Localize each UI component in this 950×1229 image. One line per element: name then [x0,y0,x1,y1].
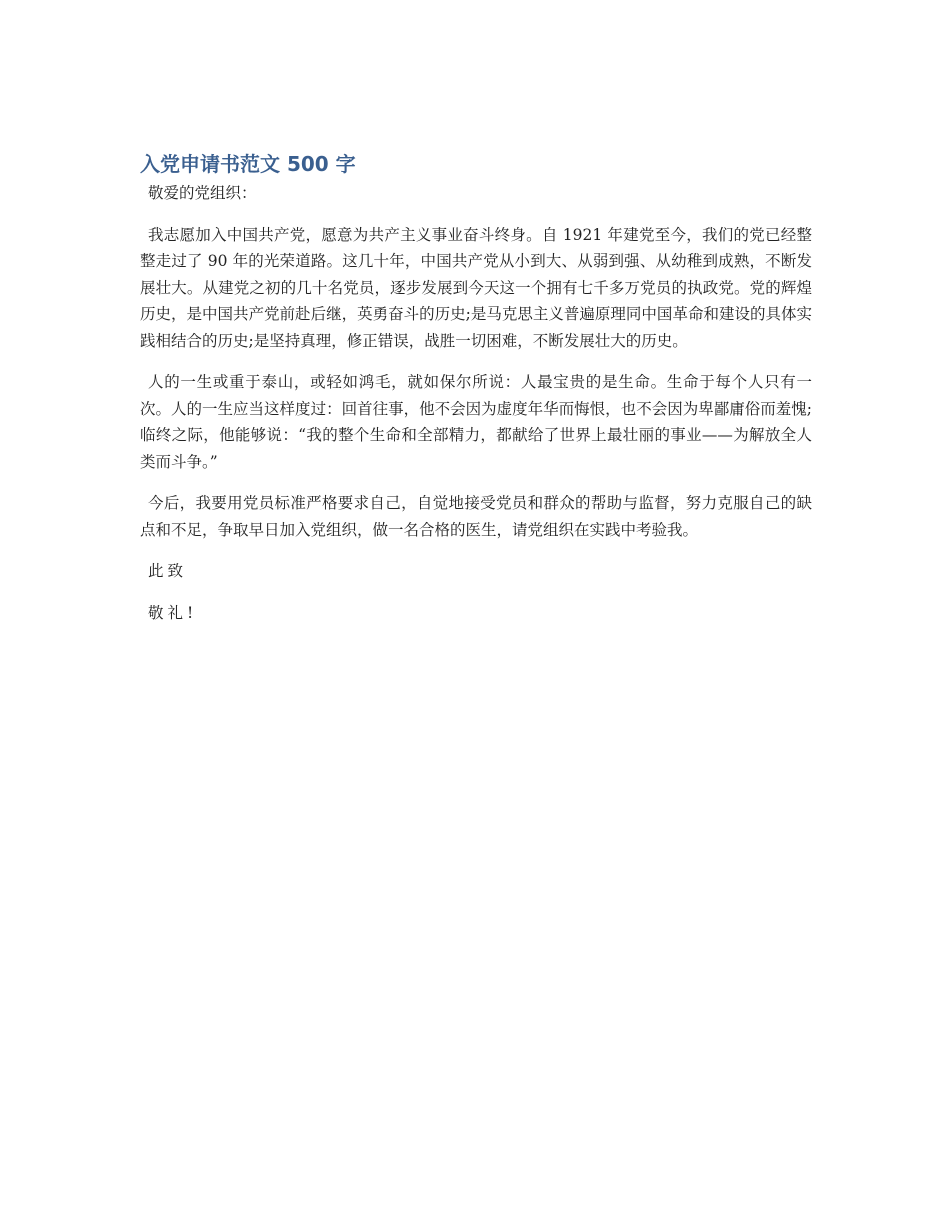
paragraph-3: 今后，我要用党员标准严格要求自己，自觉地接受党员和群众的帮助与监督，努力克服自己的缺点和不足，争取早日加入党组织，做一名合格的医生，请党组织在实践中考验我。 [140,494,812,539]
document-page [140,148,812,641]
closing-line-2: 敬礼! [148,603,198,622]
document-title: 入党申请书范文 500 字 [140,152,356,176]
closing-line-1: 此致 [148,562,188,580]
paragraph-1: 我志愿加入中国共产党，愿意为共产主义事业奋斗终身。自 1921 年建党至今，我们的党已经整整走过了 90 年的光荣道路。这几十年，中国共产党从小到大、从弱到强、从幼稚到成熟，不断发展壮大。从建党之初的几十名党员，逐步发展到今天这一个拥有七千多万党员的执政党。党的辉煌历史，是中国共产党前赴后继，英勇奋斗的历史;是马克思主义普遍原理同中国革命和建设的具体实践相结合的历史;是坚持真理，修正错误，战胜一切困难，不断发展壮大的历史。 [140,225,812,350]
paragraph-2: 人的一生或重于泰山，或轻如鸿毛，就如保尔所说：人最宝贵的是生命。生命于每个人只有一次。人的一生应当这样度过：回首往事，他不会因为虚度年华而悔恨，也不会因为卑鄙庸俗而羞愧;临终之际，他能够说：“我的整个生命和全部精力，都献给了世界上最壮丽的事业——为解放全人类而斗争。” [140,373,812,471]
salutation: 敬爱的党组织： [148,184,257,202]
